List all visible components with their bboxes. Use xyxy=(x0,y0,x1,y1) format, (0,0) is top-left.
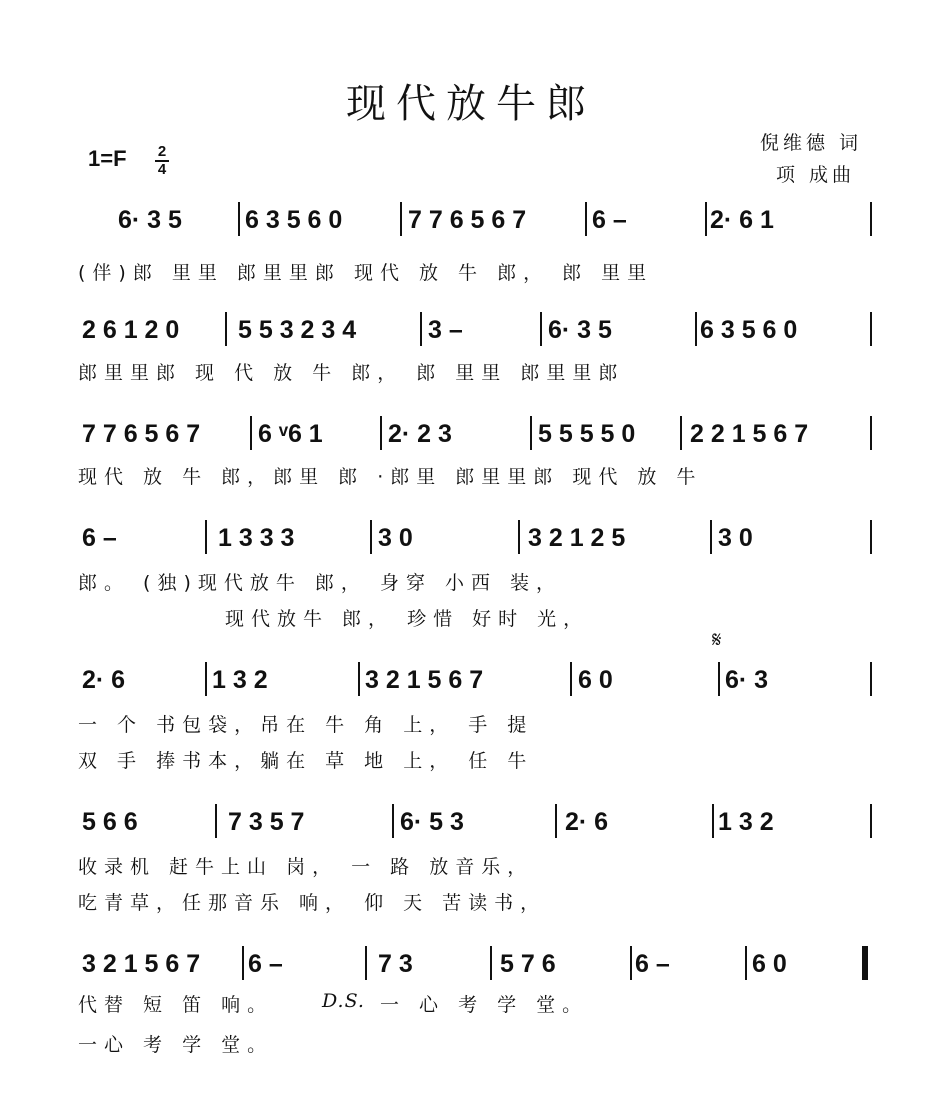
measure: 1 3 2 xyxy=(718,808,774,836)
barline xyxy=(870,416,872,450)
barline xyxy=(870,202,872,236)
barline xyxy=(518,520,520,554)
lyric-line: (伴)郎 里里 郎里里郎 现代 放 牛 郎， 郎 里里 xyxy=(78,262,654,284)
measure: 7 3 5 7 xyxy=(228,808,305,836)
measure: 6 0 xyxy=(752,950,787,978)
measure: 2 2 1 5 6 7 xyxy=(690,420,809,448)
barline xyxy=(238,202,240,236)
barline xyxy=(695,312,697,346)
barline xyxy=(745,946,747,980)
lyric-line: 收录机 赶牛上山 岗， 一 路 放音乐， xyxy=(78,856,534,878)
barline xyxy=(358,662,360,696)
barline xyxy=(630,946,632,980)
measure: 3 2 1 2 5 xyxy=(528,524,626,552)
measure: 3 – xyxy=(428,316,463,344)
barline xyxy=(870,804,872,838)
measure: 2· 6 xyxy=(82,666,126,694)
measure: 3 0 xyxy=(718,524,753,552)
measure: 6· 3 xyxy=(725,666,769,694)
measure: 5 7 6 xyxy=(500,950,556,978)
measure: 6 ᵛ6 1 xyxy=(258,420,323,448)
measure: 5 6 6 xyxy=(82,808,138,836)
barline xyxy=(250,416,252,450)
lyric-line: 代替 短 笛 响。 xyxy=(78,994,274,1016)
measure: 6 – xyxy=(82,524,117,552)
barline xyxy=(862,946,868,980)
barline xyxy=(225,312,227,346)
measure: 6 0 xyxy=(578,666,613,694)
measure: 7 7 6 5 6 7 xyxy=(408,206,527,234)
barline xyxy=(570,662,572,696)
barline xyxy=(540,312,542,346)
barline xyxy=(490,946,492,980)
barline xyxy=(370,520,372,554)
time-top: 2 xyxy=(157,143,167,160)
lyric-line: 一 心 考 学 堂。 xyxy=(380,994,589,1016)
lyric-line: 一 个 书包袋，吊在 牛 角 上， 手 提 xyxy=(78,714,534,736)
lyric-line: 郎。 (独)现代放牛 郎， 身穿 小西 装， xyxy=(78,572,563,594)
barline xyxy=(400,202,402,236)
barline xyxy=(870,312,872,346)
lyric-line: 一心 考 学 堂。 xyxy=(78,1034,274,1056)
measure: 1 3 3 3 xyxy=(218,524,295,552)
measure: 3 0 xyxy=(378,524,413,552)
segno-icon: 𝄋 xyxy=(712,628,722,653)
measure: 6· 3 5 xyxy=(548,316,612,344)
barline xyxy=(205,662,207,696)
measure: 2 6 1 2 0 xyxy=(82,316,180,344)
lyric-line: 现代放牛 郎， 珍惜 好时 光， xyxy=(225,608,590,630)
lyric-line: 双 手 捧书本，躺在 草 地 上， 任 牛 xyxy=(78,750,534,772)
barline xyxy=(680,416,682,450)
measure: 2· 2 3 xyxy=(388,420,452,448)
measure: 6 – xyxy=(635,950,670,978)
barline xyxy=(215,804,217,838)
composer-credit: 项 成曲 xyxy=(776,164,856,186)
barline xyxy=(365,946,367,980)
measure: 6 3 5 6 0 xyxy=(245,206,343,234)
measure: 2· 6 1 xyxy=(710,206,774,234)
barline xyxy=(870,662,872,696)
barline xyxy=(718,662,720,696)
measure: 6 – xyxy=(248,950,283,978)
measure: 6 3 5 6 0 xyxy=(700,316,798,344)
measure: 2· 6 xyxy=(565,808,609,836)
lyric-line: 现代 放 牛 郎，郎里 郎 ·郎里 郎里里郎 现代 放 牛 xyxy=(78,466,703,488)
measure: 1 3 2 xyxy=(212,666,268,694)
lyric-line: 郎里里郎 现 代 放 牛 郎， 郎 里里 郎里里郎 xyxy=(78,362,625,384)
barline xyxy=(380,416,382,450)
measure: 5 5 3 2 3 4 xyxy=(238,316,357,344)
barline xyxy=(530,416,532,450)
measure: 7 3 xyxy=(378,950,413,978)
measure: 3 2 1 5 6 7 xyxy=(82,950,201,978)
measure: 6· 3 5 xyxy=(118,206,182,234)
time-signature xyxy=(155,145,169,177)
barline xyxy=(712,804,714,838)
measure: 3 2 1 5 6 7 xyxy=(365,666,484,694)
key-signature: 1=F xyxy=(88,146,127,171)
measure: 5 5 5 5 0 xyxy=(538,420,636,448)
measure: 7 7 6 5 6 7 xyxy=(82,420,201,448)
barline xyxy=(420,312,422,346)
measure: 6· 5 3 xyxy=(400,808,464,836)
lyric-line: 吃青草，任那音乐 响， 仰 天 苦读书， xyxy=(78,892,547,914)
barline xyxy=(585,202,587,236)
barline xyxy=(705,202,707,236)
lyric-line: D.S. xyxy=(322,990,365,1012)
time-bottom: 4 xyxy=(157,161,167,178)
barline xyxy=(555,804,557,838)
song-title: 现代放牛郎 xyxy=(346,81,596,127)
barline xyxy=(392,804,394,838)
measure: 6 – xyxy=(592,206,627,234)
lyricist-credit: 倪维德 词 xyxy=(760,132,863,154)
barline xyxy=(870,520,872,554)
barline xyxy=(205,520,207,554)
barline xyxy=(242,946,244,980)
barline xyxy=(710,520,712,554)
